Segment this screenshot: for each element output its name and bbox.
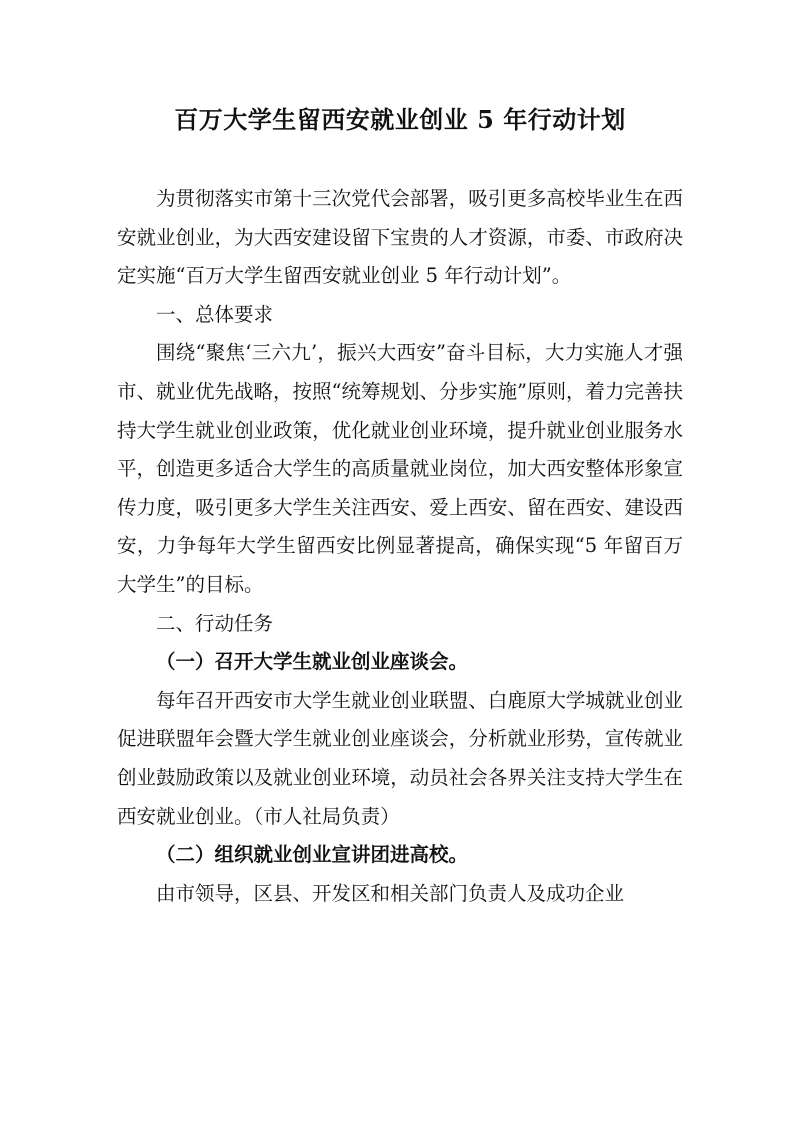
document-title: 百万大学生留西安就业创业 5 年行动计划 [174, 105, 626, 134]
general-requirements-paragraph: 围绕“聚焦‘三六九’，振兴大西安”奋斗目标，大力实施人才强市、就业优先战略，按照“统筹规划、分步实施”原则，着力完善扶持大学生就业创业政策，优化就业创业环境，提升就业创业服务水平，创造更多适合大学生的高质量就业岗位，加大西安整体形象宣传力度，吸引更多大学生关注西安、爱上西安、留在西安、建设西安，力争每年大学生留西安比例显著提高，确保实现“5 年留百万大学生”的目标。 [117, 341, 683, 596]
task-paragraph-1: 每年召开西安市大学生就业创业联盟、白鹿原大学城就业创业促进联盟年会暨大学生就业创业座谈会，分析就业形势，宣传就业创业鼓励政策以及就业创业环境，动员社会各界关注支持大学生在西安就业创业。（市人社局负责） [117, 688, 683, 828]
section-heading-action-tasks: 二、行动任务 [156, 611, 274, 635]
section-heading-general-requirements: 一、总体要求 [156, 302, 274, 326]
document-body [117, 180, 683, 913]
task-heading-2: （二）组织就业创业宣讲团进高校。 [156, 843, 469, 867]
task-paragraph-2: 由市领导，区县、开发区和相关部门负责人及成功企业 [156, 881, 625, 905]
intro-paragraph: 为贯彻落实市第十三次党代会部署，吸引更多高校毕业生在西安就业创业，为大西安建设留下宝贵的人才资源，市委、市政府决定实施“百万大学生留西安就业创业 5 年行动计划”。 [117, 187, 683, 288]
task-heading-1: （一）召开大学生就业创业座谈会。 [156, 650, 469, 674]
